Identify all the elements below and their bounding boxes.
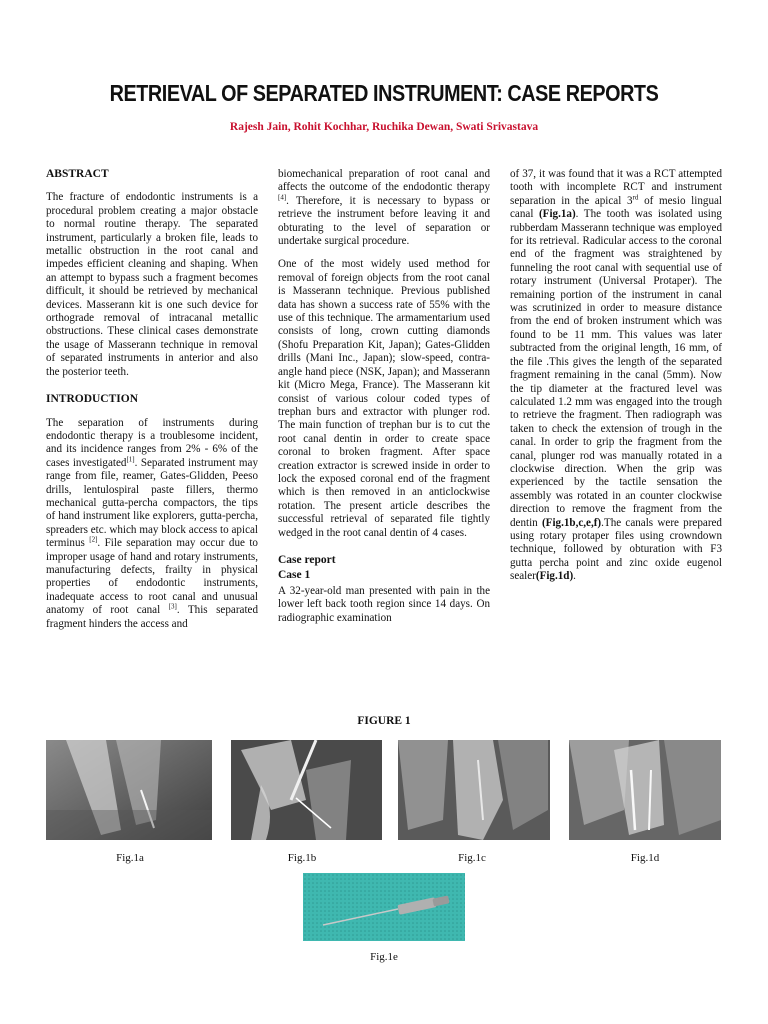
case-text-e: . <box>573 570 576 583</box>
column-left <box>46 168 258 641</box>
photo-fig-1e <box>303 873 465 941</box>
abstract-heading: ABSTRACT <box>46 168 109 180</box>
case-text-a: of 37, it was found that it was a RCT attempted tooth with incomplete RCT and instrument separation in the apical 3 <box>510 168 722 207</box>
paper-title: RETRIEVAL OF SEPARATED INSTRUMENT: CASE REPORTS <box>109 80 659 106</box>
ref-4: [4] <box>278 193 287 202</box>
abstract-text: The fracture of endodontic instruments is a procedural problem creating a major obstacle to normal routine therapy. The separated instrument, particularly a broken file, leads to metallic obstruction in the root canal and impedes efficient cleaning and shaping. When an attempt to bypass such a fragment becomes difficult, it should be retrieved by mechanical devices. Masserann kit is one such device for orthograde removal of intracanal metallic obstructions. These clinical cases demonstrate the usage of Masserann technique in removal of separated instruments in anterior and also the posterior teeth. <box>46 191 258 378</box>
introduction-heading: INTRODUCTION <box>46 393 139 406</box>
caption-fig-1a: Fig.1a <box>116 852 144 864</box>
intro-text-a: The separation of instruments during endodontic therapy is a troublesome incident, and its incidence ranges from 2% - 6% of the cases investigated <box>46 416 258 469</box>
radiograph-fig-1b <box>231 740 382 840</box>
case-text-d: .The canals were prepared using rotary protaper files using crowndown technique, followed by obturation with F3 gutta percha point and zinc oxide eugenol sealer <box>510 516 722 583</box>
fig-ref-1d: (Fig.1d) <box>535 570 574 583</box>
caption-fig-1d: Fig.1d <box>630 852 660 864</box>
figure-heading: FIGURE 1 <box>357 715 411 727</box>
caption-fig-1c: Fig.1c <box>458 852 486 864</box>
case-text-c: . The tooth was isolated using rubberdam Masserann technique was employed for its retrieval. Radicular access to the coronal end of the fragment was straightened by funneling the root canal with sequential use of rotary instrument (Universal Protaper). The remaining portion of the instrument in canal was scrutinized in order to measure distance from the end of broken instrument which was found to be 11 mm. This values was later subtracted from the original length, 16 mm, of the file .This gives the length of the separated fragment remaining in the canal (5mm). Now the tip diameter at the fractured level was calculated 1.2 mm was engaged into the trough to retrieve the fragment. Then radiograph was taken to check the extension of trough in the canal. In order to grip the fragment from the canal, plunger rod was manually rotated in a clockwise direction. When the grip was experienced by the tactile sensation the assembly was rotated in an counter clockwise direction to remove the fragment from the dentin <box>510 208 722 529</box>
introduction-paragraph-3: One of the most widely used method for removal of foreign objects from the root canal is Masserann technique. Previous published data has shown a success rate of 55% with the use of this technique. The armamentarium used consists of long, crown cutting diamonds (Shofu Preparation Kit, Japan); Gates-Glidden drills (Mani Inc., Japan); slow-speed, contra-angle hand piece (NSK, Japan); and Masserann kit (Micro Mega, France). The Masserann kit consist of various colour coded types of trephan burs and extractor with plunger rod. The main function of trephan bur is to cut the root canal dentin in order to create space coronal to broken fragment. After space creation extractor is screwed inside in order to lock the exposed coronal end of the fragment which is then removed in an anticlockwise rotation. The present article describes the successful retrieval of separated file tightly wedged in the root canal dentin of 4 cases. <box>278 258 490 539</box>
case-report-heading: Case report <box>278 553 336 566</box>
radiograph-fig-1d <box>569 740 721 840</box>
fig-ref-1a: (Fig.1a) <box>538 208 576 221</box>
case-1-paragraph-2 <box>510 168 722 584</box>
ref-3: [3] <box>168 602 177 611</box>
column-right <box>510 168 722 594</box>
intro-text-c: . File separation may occur due to improper usage of hand and rotary instruments, manufacturing defects, frailty in physical properties of endodontic instruments, inadequate access to root canal and unusual anatomy of root canal <box>46 537 258 617</box>
case-1-paragraph-1: A 32-year-old man presented with pain in the lower left back tooth region since 14 days. On radiographic examination <box>278 584 490 624</box>
caption-fig-1b: Fig.1b <box>287 852 317 864</box>
introduction-paragraph-1 <box>46 417 258 632</box>
caption-fig-1e: Fig.1e <box>370 951 398 963</box>
ordinal-suffix: rd <box>632 193 639 202</box>
intro2-text-a: biomechanical preparation of root canal and affects the outcome of the endodontic therapy <box>278 168 490 194</box>
radiograph-fig-1a <box>46 740 212 840</box>
case-1-heading: Case 1 <box>278 569 311 582</box>
radiograph-fig-1c <box>398 740 550 840</box>
fig-ref-1bcef: (Fig.1b,c,e,f) <box>541 516 602 529</box>
introduction-paragraph-2 <box>278 168 490 248</box>
intro2-text-b: . Therefore, it is necessary to bypass or retrieve the instrument before leaving it and obturating to the level of separation or undertake surgical procedure. <box>278 194 490 248</box>
column-middle <box>278 168 490 635</box>
case-text-b: of mesio lingual canal <box>510 194 722 221</box>
ref-1: [1] <box>126 455 135 464</box>
intro-text-d: . This separated fragment hinders the access and <box>46 604 258 630</box>
author-list: Rajesh Jain, Rohit Kochhar, Ruchika Dewan, Swati Srivastava <box>229 121 539 133</box>
intro-text-b: . Separated instrument may range from file, reamer, Gates-Glidden, Peeso drills, lentulospiral paste fillers, thermo mechanical gutta-percha compactors, the tips of hand instrument like explorers, gutta-percha, spreaders etc. which may block access to apical terminus <box>46 456 258 550</box>
ref-2: [2] <box>89 535 98 544</box>
